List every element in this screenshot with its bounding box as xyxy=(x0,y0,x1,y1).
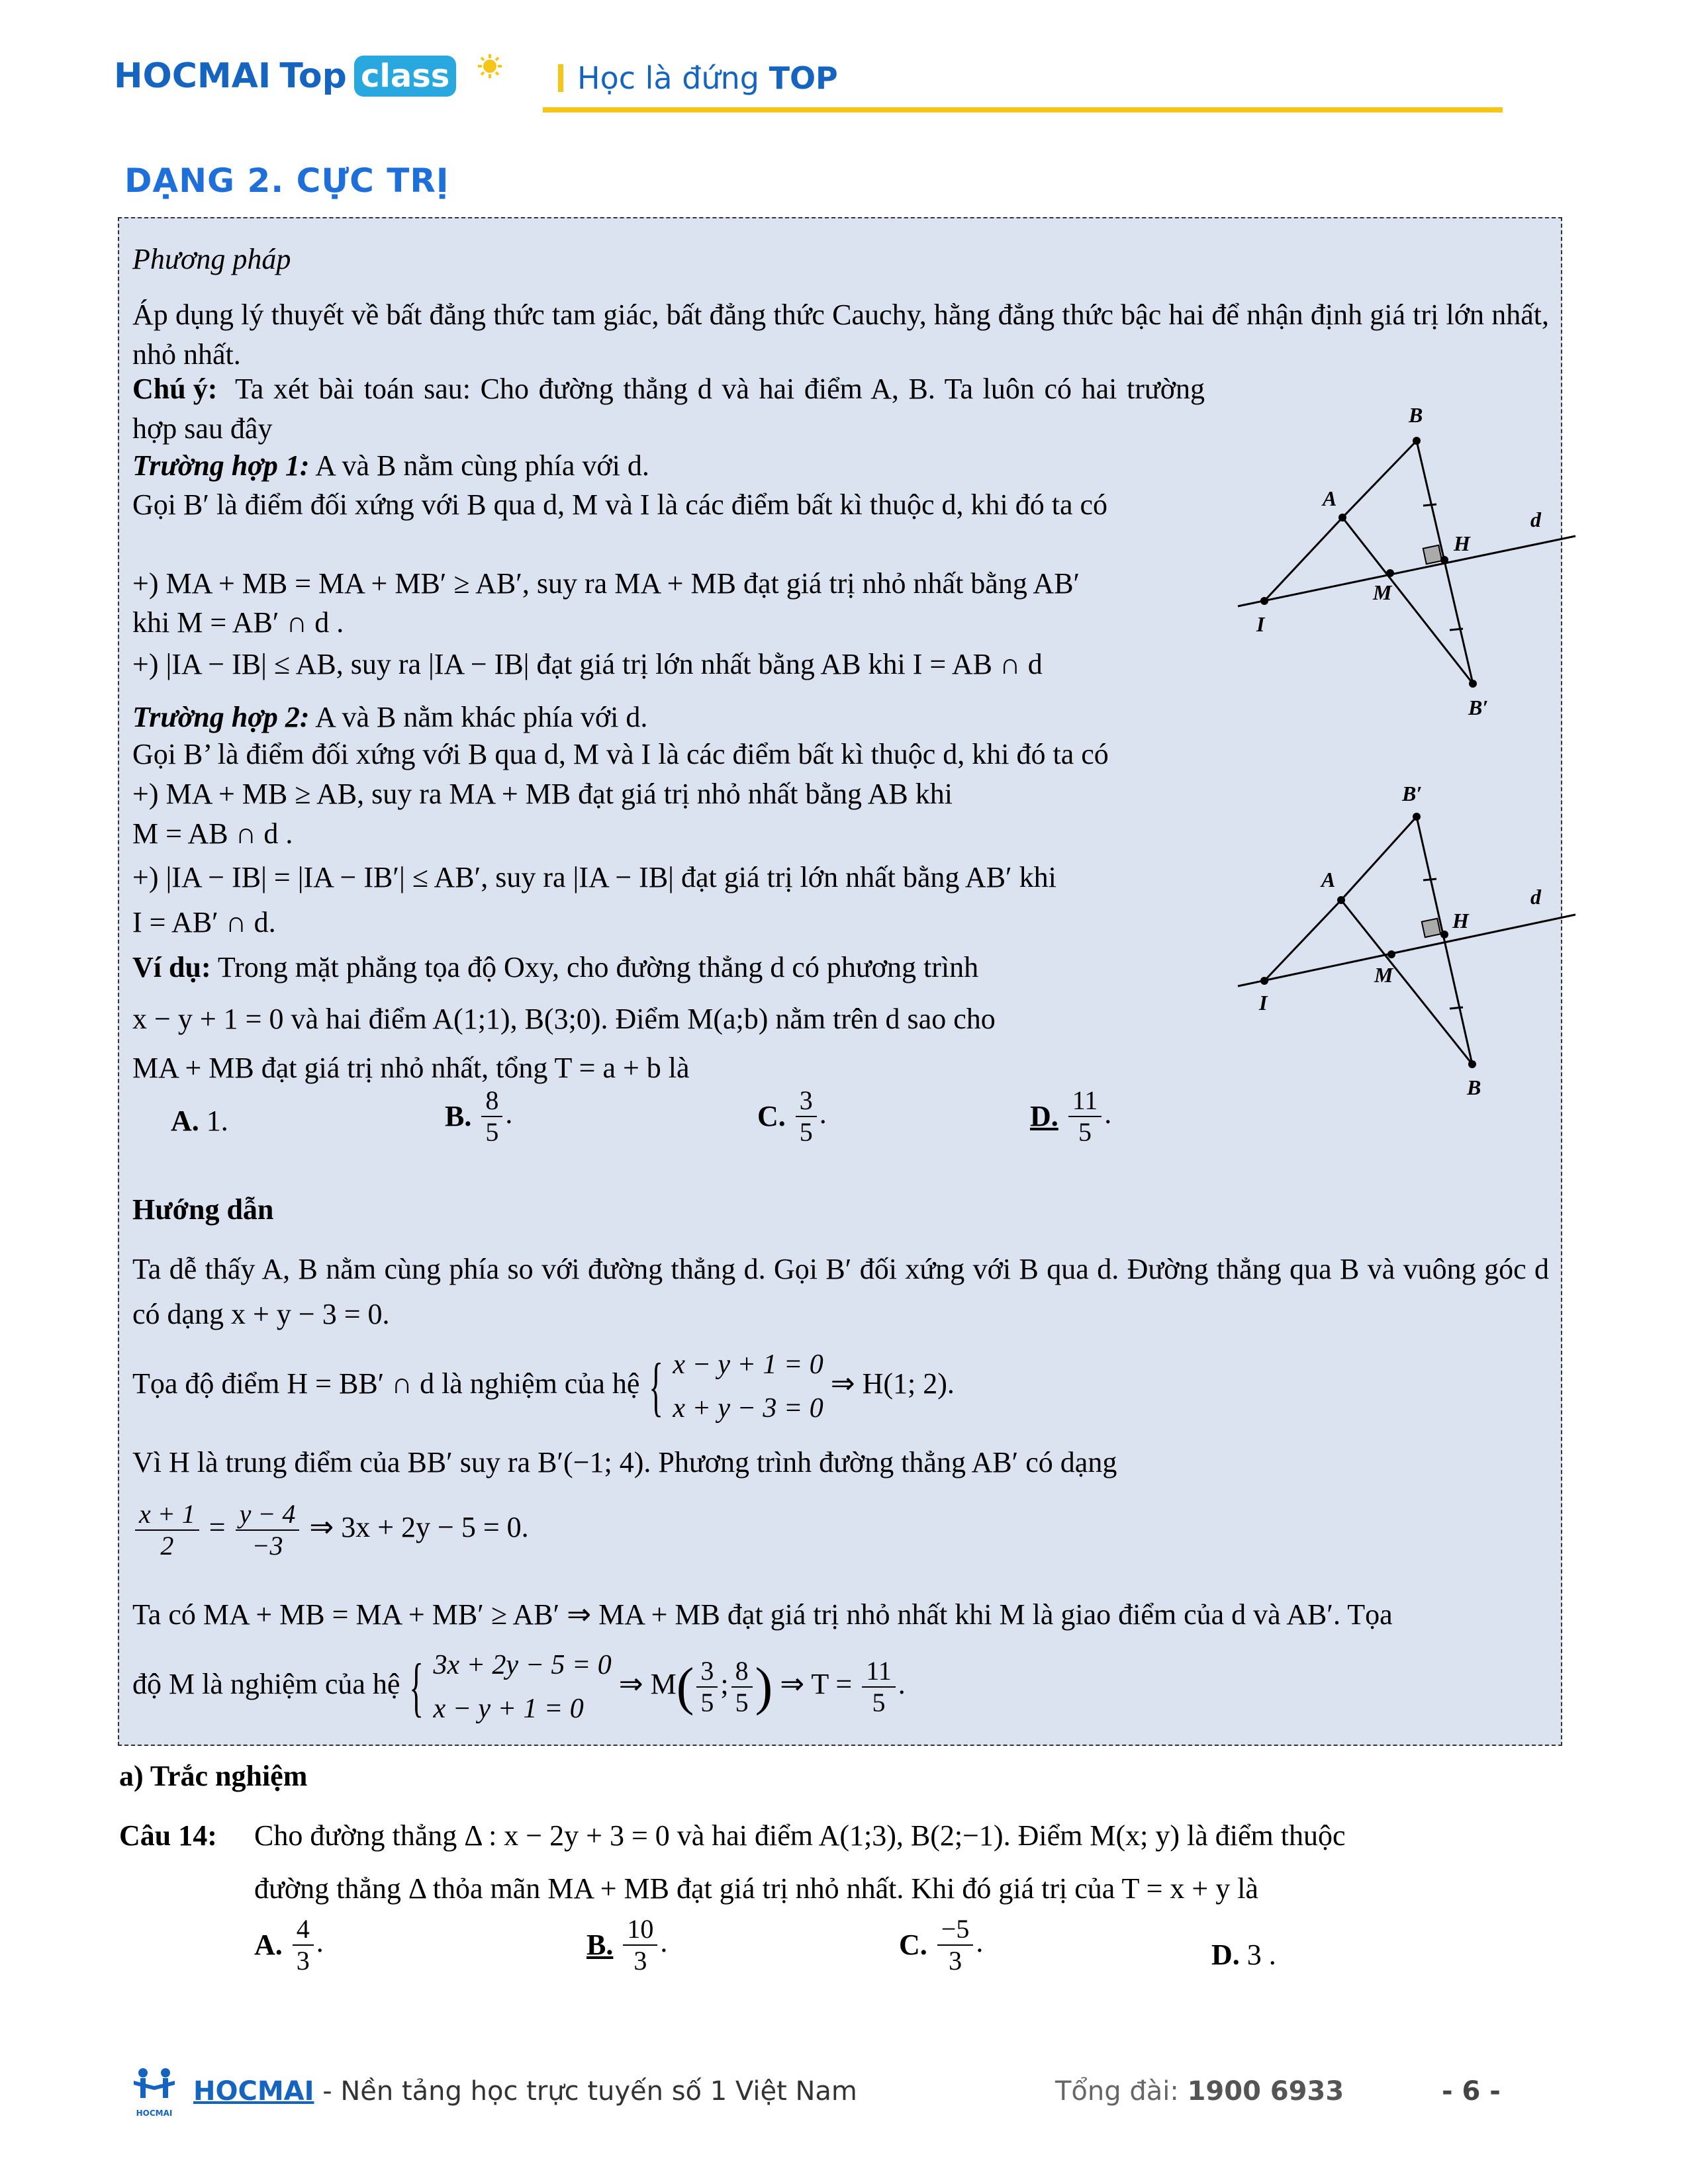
label-h: H xyxy=(1452,909,1469,933)
footer-tagline: - Nền tảng học trực tuyến số 1 Việt Nam xyxy=(322,2076,857,2107)
segment-ab xyxy=(1342,441,1417,518)
segment-b-bprime xyxy=(1417,817,1472,1064)
system-brace: { xyxy=(409,1649,424,1723)
guide-line4: Ta có MA + MB = MA + MB′ ≥ AB′ ⇒ MA + MB đạt giá trị nhỏ nhất khi M là giao điểm của d và AB′. Tọa xyxy=(132,1598,1393,1631)
option-fraction: $\frac{8}{5}$ xyxy=(481,1085,502,1148)
example-option-c[interactable]: C. $\frac{3}{5}$ . xyxy=(757,1085,827,1147)
method-text: Áp dụng lý thuyết về bất đẳng thức tam giác, bất đẳng thức Cauchy, hằng đẳng thức bậc hai để nhận định giá trị lớn nhất, nhỏ nhất. xyxy=(132,298,1549,371)
hotline-number[interactable]: 1900 6933 xyxy=(1187,2076,1344,2107)
example-text1: Trong mặt phẳng tọa độ Oxy, cho đường thẳng d có phương trình xyxy=(217,951,979,983)
section-title: DẠNG 2. CỰC TRỊ xyxy=(124,161,449,200)
page-number: - 6 - xyxy=(1442,2076,1501,2107)
q14-label: Câu 14: xyxy=(119,1819,217,1852)
logo-hocmai: HOCMAI xyxy=(114,56,271,96)
label-m: M xyxy=(1373,580,1392,604)
system-brace: { xyxy=(649,1349,664,1423)
case1-line1: Gọi B′ là điểm đối xứng với B qua d, M và I là các điểm bất kì thuộc d, khi đó ta có xyxy=(132,488,1108,521)
segment-ia xyxy=(1264,518,1342,601)
option-label: C. xyxy=(757,1100,786,1132)
option-label: A. xyxy=(254,1929,283,1961)
case1-line2: +) MA + MB = MA + MB′ ≥ AB′, suy ra MA + MB đạt giá trị nhỏ nhất bằng AB′ xyxy=(132,567,1080,600)
slogan-prefix: Học là đứng xyxy=(577,60,759,96)
right-angle-mark xyxy=(1423,545,1442,564)
label-d: d xyxy=(1530,508,1541,531)
guide-line5: độ M là nghiệm của hệ { 3x + 2y − 5 = 0 x − y + 1 = 0 ⇒ M( $\frac{3}{5}$ ; $\frac{8}{5}$ ) ⇒ T = $\frac{11}{5}$ . xyxy=(132,1635,906,1737)
label-i: I xyxy=(1256,612,1265,636)
example-text3: MA + MB đạt giá trị nhỏ nhất, tổng T = a + b là xyxy=(132,1052,690,1084)
option-label: C. xyxy=(899,1929,927,1961)
footer-hotline xyxy=(1055,2073,1344,2110)
case2-line4: +) |IA − IB| = |IA − IB′| ≤ AB′, suy ra |IA − IB| đạt giá trị lớn nhất bằng AB′ khi xyxy=(132,861,1056,893)
figure-case1 xyxy=(1225,397,1582,728)
logo-class: class xyxy=(360,58,450,95)
case1-text: A và B nằm cùng phía với d. xyxy=(315,449,649,482)
case2-label: Trường hợp 2: xyxy=(132,701,310,733)
q14-line2: đường thẳng Δ thỏa mãn MA + MB đạt giá trị nhỏ nhất. Khi đó giá trị của T = x + y là xyxy=(254,1872,1258,1905)
example-option-a[interactable] xyxy=(171,1101,228,1141)
label-b-prime: B′ xyxy=(1402,782,1423,805)
slogan-top: TOP xyxy=(769,60,838,96)
q14-option-d[interactable] xyxy=(1211,1935,1276,1975)
system-2: 3x + 2y − 5 = 0 x − y + 1 = 0 xyxy=(433,1649,612,1724)
q14-option-c[interactable]: C. $\frac{-5}{3}$ . xyxy=(899,1914,984,1976)
example-text2: x − y + 1 = 0 và hai điểm A(1;1), B(3;0). Điểm M(a;b) nằm trên d sao cho xyxy=(132,1003,996,1035)
figure-case2 xyxy=(1225,781,1582,1099)
option-label: A. xyxy=(171,1105,199,1137)
option-fraction: $\frac{-5}{3}$ xyxy=(937,1914,974,1976)
example-line1 xyxy=(132,948,978,987)
guide-line2-post: ⇒ H(1; 2). xyxy=(830,1367,955,1400)
example-option-b[interactable]: B. $\frac{8}{5}$ . xyxy=(445,1085,513,1147)
tick-2 xyxy=(1450,1007,1463,1009)
q14-option-b[interactable]: B. $\frac{10}{3}$ . xyxy=(586,1914,668,1976)
header-underline xyxy=(543,107,1503,113)
hocmai-people-icon xyxy=(131,2066,177,2106)
guide-line2 xyxy=(132,1334,955,1433)
case2-heading xyxy=(132,698,647,737)
label-h: H xyxy=(1454,531,1470,555)
case2-line2: +) MA + MB ≥ AB, suy ra MA + MB đạt giá trị nhỏ nhất bằng AB khi xyxy=(132,778,953,810)
header-logo xyxy=(114,56,456,109)
segment-ia xyxy=(1264,900,1341,981)
option-fraction: $\frac{4}{3}$ xyxy=(293,1914,314,1976)
header-divider-bar xyxy=(558,64,563,92)
system-1: x − y + 1 = 0 x + y − 3 = 0 xyxy=(673,1349,823,1424)
eq-fraction-1: $\frac{x + 1}{2}$ xyxy=(135,1499,199,1561)
option-label-correct: B. xyxy=(586,1929,614,1961)
example-option-d[interactable]: D. $\frac{11}{5}$ . xyxy=(1030,1085,1112,1147)
option-fraction: $\frac{3}{5}$ xyxy=(796,1085,817,1148)
t-fraction: $\frac{11}{5}$ xyxy=(862,1656,896,1718)
case1-line3: khi M = AB′ ∩ d . xyxy=(132,606,344,639)
footer-logo xyxy=(131,2066,177,2118)
guide-line1: Ta dễ thấy A, B nằm cùng phía so với đường thẳng d. Gọi B′ đối xứng với B qua d. Đường thẳng qua B và vuông góc d có dạng x + y − 3 = 0. xyxy=(132,1253,1549,1330)
q14-line1: Cho đường thẳng Δ : x − 2y + 3 = 0 và hai điểm A(1;3), B(2;−1). Điểm M(x; y) là điểm thuộc xyxy=(254,1819,1346,1852)
case2-line5: I = AB′ ∩ d. xyxy=(132,906,276,938)
line-d xyxy=(1238,915,1575,986)
case1-heading xyxy=(132,446,649,486)
guide-m-pre: ⇒ M xyxy=(618,1668,677,1700)
method-title: Phương pháp xyxy=(132,243,291,275)
guide-equation: $\frac{x + 1}{2}$ = $\frac{y - 4}{-3}$ ⇒ 3x + 2y − 5 = 0. xyxy=(132,1488,529,1567)
option-label-correct: D. xyxy=(1030,1100,1058,1132)
logo-top: Top xyxy=(279,56,347,96)
guide-t-pre: ⇒ T = xyxy=(780,1668,853,1700)
m-x-fraction: $\frac{3}{5}$ xyxy=(696,1656,718,1718)
footer-brand-link[interactable]: HOCMAI xyxy=(193,2076,314,2107)
header-slogan xyxy=(577,58,838,98)
q14-option-a[interactable]: A. $\frac{4}{3}$ . xyxy=(254,1914,324,1976)
label-b: B xyxy=(1409,403,1423,427)
case1-label: Trường hợp 1: xyxy=(132,449,310,482)
segment-a-bprime xyxy=(1341,817,1417,900)
case2-text: A và B nằm khác phía với d. xyxy=(315,701,648,733)
tick-2 xyxy=(1450,629,1463,630)
option-label: D. xyxy=(1211,1938,1240,1971)
case1-line4: +) |IA − IB| ≤ AB, suy ra |IA − IB| đạt giá trị lớn nhất bằng AB khi I = AB ∩ d xyxy=(132,648,1043,680)
sun-icon xyxy=(477,53,503,79)
eq-fraction-2: $\frac{y - 4}{-3}$ xyxy=(236,1499,300,1561)
guide-line2-pre: Tọa độ điểm H = BB′ ∩ d là nghiệm của hệ xyxy=(132,1367,640,1400)
case2-line3: M = AB ∩ d . xyxy=(132,817,293,850)
tick-1 xyxy=(1423,504,1436,506)
guide-line5-pre: độ M là nghiệm của hệ xyxy=(132,1668,400,1700)
hotline-label: Tổng đài: xyxy=(1055,2076,1179,2107)
option-label: B. xyxy=(445,1100,472,1132)
option-value: 1. xyxy=(206,1105,228,1137)
m-y-fraction: $\frac{8}{5}$ xyxy=(731,1656,753,1718)
guide-title: Hướng dẫn xyxy=(132,1193,274,1226)
label-d: d xyxy=(1530,885,1541,909)
guide-line3: Vì H là trung điểm của BB′ suy ra B′(−1; 4). Phương trình đường thẳng AB′ có dạng xyxy=(132,1446,1117,1479)
footer-icon-text: HOCMAI xyxy=(136,2109,173,2118)
right-angle-mark xyxy=(1422,919,1440,937)
option-value: 3 . xyxy=(1246,1938,1276,1971)
label-b: B xyxy=(1467,1075,1481,1099)
note-label: Chú ý: xyxy=(132,373,218,405)
note-text: Ta xét bài toán sau: Cho đường thẳng d và hai điểm A, B. Ta luôn có hai trường hợp sau đây xyxy=(132,373,1205,445)
line-d xyxy=(1238,536,1575,606)
label-b-prime: B′ xyxy=(1468,696,1489,719)
example-label: Ví dụ: xyxy=(132,951,211,983)
label-i: I xyxy=(1259,991,1268,1015)
quiz-heading: a) Trắc nghiệm xyxy=(119,1760,308,1792)
case2-line1: Gọi B’ là điểm đối xứng với B qua d, M và I là các điểm bất kì thuộc d, khi đó ta có xyxy=(132,738,1109,770)
tick-1 xyxy=(1423,879,1436,880)
option-fraction: $\frac{10}{3}$ xyxy=(623,1914,657,1976)
label-m: M xyxy=(1374,963,1393,987)
eq-rest: ⇒ 3x + 2y − 5 = 0. xyxy=(309,1511,529,1543)
footer-text xyxy=(193,2073,857,2110)
label-a: A xyxy=(1321,868,1336,891)
logo-class-badge xyxy=(354,56,456,97)
option-fraction: $\frac{11}{5}$ xyxy=(1068,1085,1102,1148)
label-a: A xyxy=(1323,486,1337,510)
